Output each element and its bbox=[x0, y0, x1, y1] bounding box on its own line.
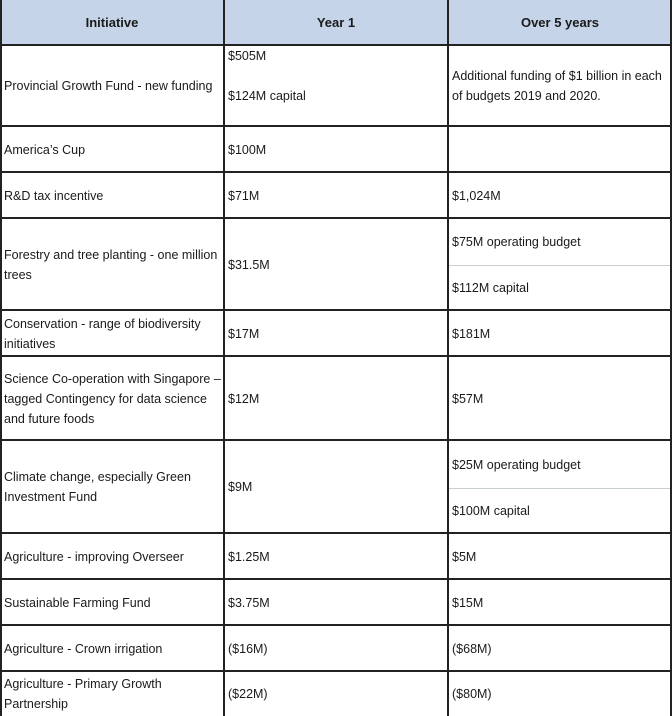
table-row-over5-capital: $112M capital bbox=[452, 281, 529, 295]
row-divider bbox=[0, 309, 672, 311]
row-divider bbox=[0, 125, 672, 127]
table-row-initiative: Agriculture - improving Overseer bbox=[4, 549, 184, 564]
table-row-over5: Additional funding of $1 billion in each of budgets 2019 and 2020. bbox=[452, 69, 662, 103]
table-row-year1: ($16M) bbox=[228, 641, 268, 656]
column-divider bbox=[447, 0, 449, 716]
table-row-over5-operating: $25M operating budget bbox=[452, 457, 581, 472]
row-divider bbox=[0, 171, 672, 173]
row-divider bbox=[0, 532, 672, 534]
table-row-year1: $100M bbox=[228, 142, 267, 157]
table-row-initiative: Forestry and tree planting - one million trees bbox=[4, 247, 218, 282]
row-divider bbox=[0, 44, 672, 46]
table-row-over5-operating: $75M operating budget bbox=[452, 235, 581, 249]
table-row-initiative: Provincial Growth Fund - new funding bbox=[4, 79, 213, 93]
row-divider bbox=[0, 624, 672, 626]
table-row-initiative: Agriculture - Primary Growth Partnership bbox=[4, 677, 162, 711]
header-year1: Year 1 bbox=[224, 0, 448, 45]
table-row-over5: $181M bbox=[452, 326, 491, 341]
table-row-initiative: Sustainable Farming Fund bbox=[4, 595, 151, 610]
sub-row-divider bbox=[448, 488, 672, 489]
table-row-year1: ($22M) bbox=[228, 687, 268, 701]
table-row-over5: $1,024M bbox=[452, 188, 501, 203]
table-row-initiative: R&D tax incentive bbox=[4, 188, 104, 203]
table-row-year1-capital: $124M capital bbox=[228, 89, 306, 103]
table-row-year1: $12M bbox=[228, 391, 260, 406]
table-row-over5 bbox=[452, 127, 668, 172]
table-row-year1: $505M bbox=[228, 49, 267, 63]
table-row-initiative: Conservation - range of biodiversity initiatives bbox=[4, 316, 201, 351]
table-row-year1: $17M bbox=[228, 326, 260, 341]
row-divider bbox=[0, 439, 672, 441]
table-row-initiative: Climate change, especially Green Investment Fund bbox=[4, 470, 191, 504]
row-divider bbox=[0, 578, 672, 580]
table-row-over5: $5M bbox=[452, 549, 477, 564]
table-row-initiative: Agriculture - Crown irrigation bbox=[4, 641, 163, 656]
header-initiative: Initiative bbox=[0, 0, 224, 45]
table-row-year1: $1.25M bbox=[228, 549, 270, 564]
table-row-over5: $15M bbox=[452, 595, 484, 610]
column-divider bbox=[0, 0, 2, 716]
table-row-over5: $57M bbox=[452, 391, 484, 406]
table-row-over5: ($68M) bbox=[452, 641, 492, 656]
row-divider bbox=[0, 355, 672, 357]
row-divider bbox=[0, 670, 672, 672]
table-row-over5-capital: $100M capital bbox=[452, 504, 530, 518]
header-over5: Over 5 years bbox=[448, 0, 672, 45]
table-row-over5: ($80M) bbox=[452, 687, 492, 701]
table-row-year1: $31.5M bbox=[228, 257, 270, 272]
table-row-year1: $3.75M bbox=[228, 595, 270, 610]
table-row-initiative: Science Co-operation with Singapore – tagged Contingency for data science and future foods bbox=[4, 371, 221, 426]
row-divider bbox=[0, 217, 672, 219]
table-row-year1: $71M bbox=[228, 188, 260, 203]
column-divider bbox=[223, 0, 225, 716]
table-row-year1: $9M bbox=[228, 480, 253, 494]
sub-row-divider bbox=[448, 265, 672, 266]
table-row-initiative: America’s Cup bbox=[4, 142, 86, 157]
